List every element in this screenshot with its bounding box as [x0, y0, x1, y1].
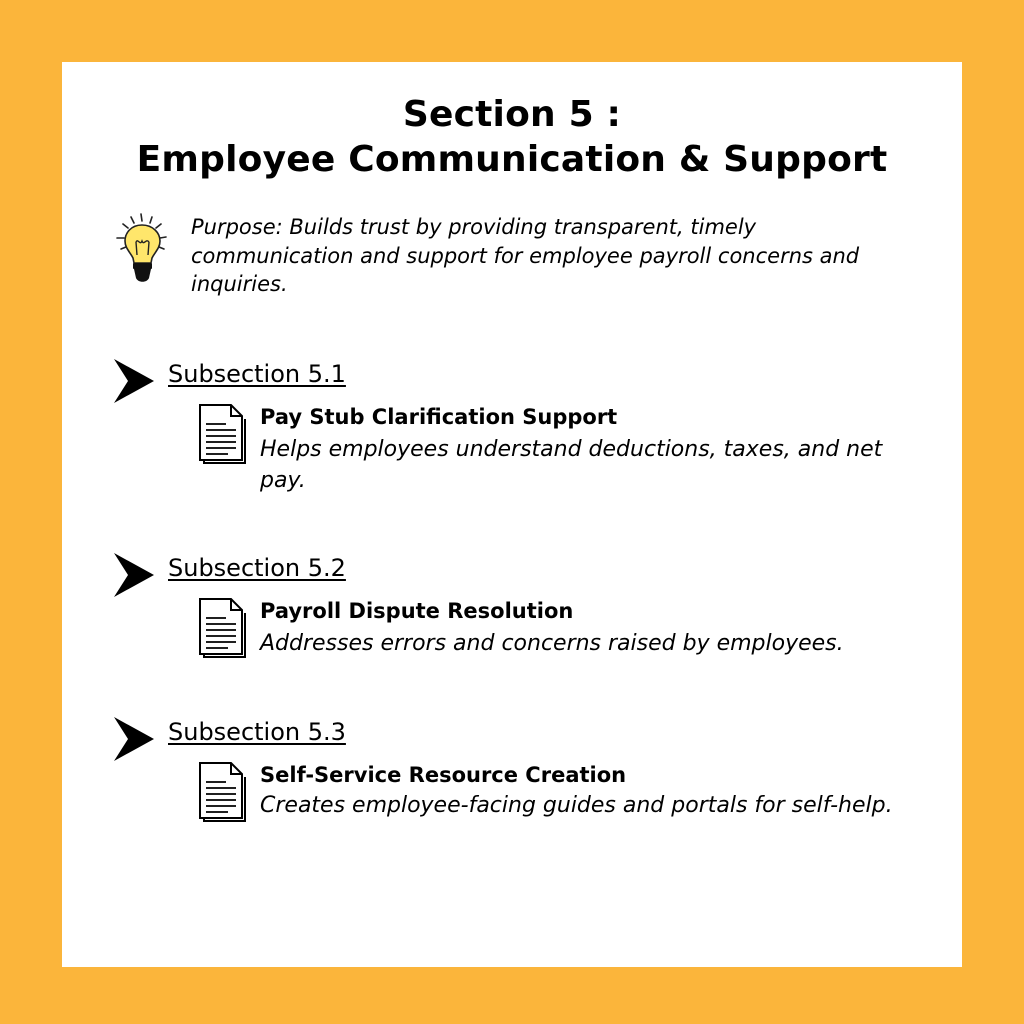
subsection-5-2-description: Addresses errors and concerns raised by employees. — [260, 631, 844, 656]
purpose-text: Purpose: Builds trust by providing transparent, timely communication and support for employee payroll concerns and inquiries. — [191, 215, 860, 296]
lightbulb-icon — [114, 212, 172, 290]
subsection-5-3-label: Subsection 5.3 — [168, 718, 346, 746]
subsection-5-1-description: Helps employees understand deductions, taxes, and net pay. — [260, 437, 883, 493]
arrow-icon — [114, 717, 154, 761]
arrow-icon — [114, 359, 154, 403]
subsection-5-2-title: Payroll Dispute Resolution — [260, 599, 574, 623]
arrow-icon — [114, 553, 154, 597]
content-card — [62, 62, 962, 967]
document-icon — [198, 761, 246, 823]
subsection-5-3-description: Creates employee-facing guides and portals for self-help. — [260, 793, 893, 818]
document-icon — [198, 597, 246, 659]
title-line-1: Section 5 : — [402, 94, 622, 135]
subsection-5-1-label: Subsection 5.1 — [168, 360, 346, 388]
document-icon — [198, 403, 246, 465]
page-title — [62, 92, 962, 182]
subsection-5-1-title: Pay Stub Clarification Support — [260, 405, 618, 429]
title-line-2: Employee Communication & Support — [136, 139, 888, 180]
subsection-5-2-label: Subsection 5.2 — [168, 554, 346, 582]
subsection-5-3-title: Self-Service Resource Creation — [260, 763, 627, 787]
